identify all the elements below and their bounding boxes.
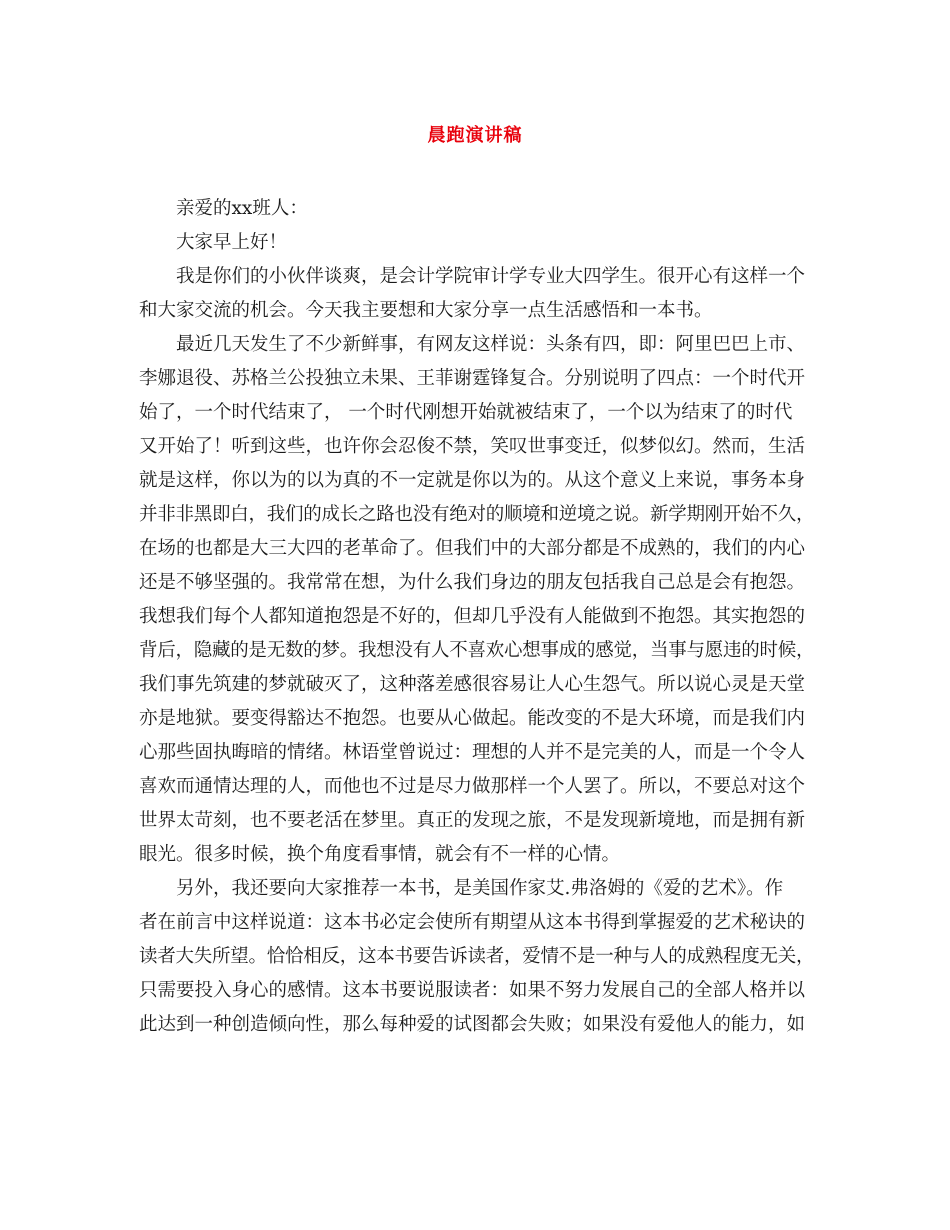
paragraph-line: 和大家交流的机会。今天我主要想和大家分享一点生活感悟和一本书。 <box>139 300 713 321</box>
paragraph-line: 始了，一个时代结束了， 一个时代刚想开始就被结束了，一个以为结束了的时代 <box>139 402 793 423</box>
paragraph-line: 读者大失所望。恰恰相反，这本书要告诉读者，爱情不是一种与人的成熟程度无关， <box>139 946 815 967</box>
paragraph-line: 还是不够坚强的。我常常在想，为什么我们身边的朋友包括我自己总是会有抱怨。 <box>139 572 806 593</box>
paragraph-line: 我们事先筑建的梦就破灭了，这种落差感很容易让人心生怨气。所以说心灵是天堂 <box>139 674 806 695</box>
paragraph-line: 又开始了！听到这些，也许你会忍俊不禁，笑叹世事变迁，似梦似幻。然而，生活 <box>139 436 806 457</box>
paragraph-line: 在场的也都是大三大四的老革命了。但我们中的大部分都是不成熟的，我们的内心 <box>139 538 806 559</box>
paragraph-line: 最近几天发生了不少新鲜事，有网友这样说：头条有四，即：阿里巴巴上市、 <box>176 334 806 355</box>
greeting-line: 大家早上好！ <box>176 232 288 253</box>
paragraph-line: 眼光。很多时候，换个角度看事情，就会有不一样的心情。 <box>139 844 621 865</box>
paragraph-line: 我是你们的小伙伴谈爽，是会计学院审计学专业大四学生。很开心有这样一个 <box>176 266 806 287</box>
paragraph-line: 者在前言中这样说道：这本书必定会使所有期望从这本书得到掌握爱的艺术秘诀的 <box>139 912 806 933</box>
paragraph-line: 就是这样，你以为的以为真的不一定就是你以为的。从这个意义上来说，事务本身 <box>139 470 806 491</box>
paragraph-line: 喜欢而通情达理的人，而他也不过是尽力做那样一个人罢了。所以，不要总对这个 <box>139 776 806 797</box>
paragraph-line: 此达到一种创造倾向性，那么每种爱的试图都会失败；如果没有爱他人的能力，如 <box>139 1014 806 1035</box>
paragraph-line: 另外，我还要向大家推荐一本书，是美国作家艾.弗洛姆的《爱的艺术》。作 <box>176 878 784 899</box>
paragraph-line: 世界太苛刻，也不要老活在梦里。真正的发现之旅，不是发现新境地，而是拥有新 <box>139 810 806 831</box>
paragraph-line: 背后，隐藏的是无数的梦。我想没有人不喜欢心想事成的感觉，当事与愿违的时候， <box>139 640 815 661</box>
document-body <box>139 192 815 1042</box>
paragraph-line: 我想我们每个人都知道抱怨是不好的，但却几乎没有人能做到不抱怨。其实抱怨的 <box>139 606 806 627</box>
paragraph-line: 李娜退役、苏格兰公投独立未果、王菲谢霆锋复合。分别说明了四点：一个时代开 <box>139 368 806 389</box>
paragraph-line: 只需要投入身心的感情。这本书要说服读者：如果不努力发展自己的全部人格并以 <box>139 980 806 1001</box>
paragraph-line: 心那些固执晦暗的情绪。林语堂曾说过：理想的人并不是完美的人，而是一个令人 <box>139 742 806 763</box>
paragraph-line: 并非非黑即白，我们的成长之路也没有绝对的顺境和逆境之说。新学期刚开始不久， <box>139 504 815 525</box>
salutation-line: 亲爱的xx班人： <box>176 198 308 219</box>
paragraph-line: 亦是地狱。要变得豁达不抱怨。也要从心做起。能改变的不是大环境，而是我们内 <box>139 708 806 729</box>
document-title: 晨跑演讲稿 <box>427 125 523 146</box>
